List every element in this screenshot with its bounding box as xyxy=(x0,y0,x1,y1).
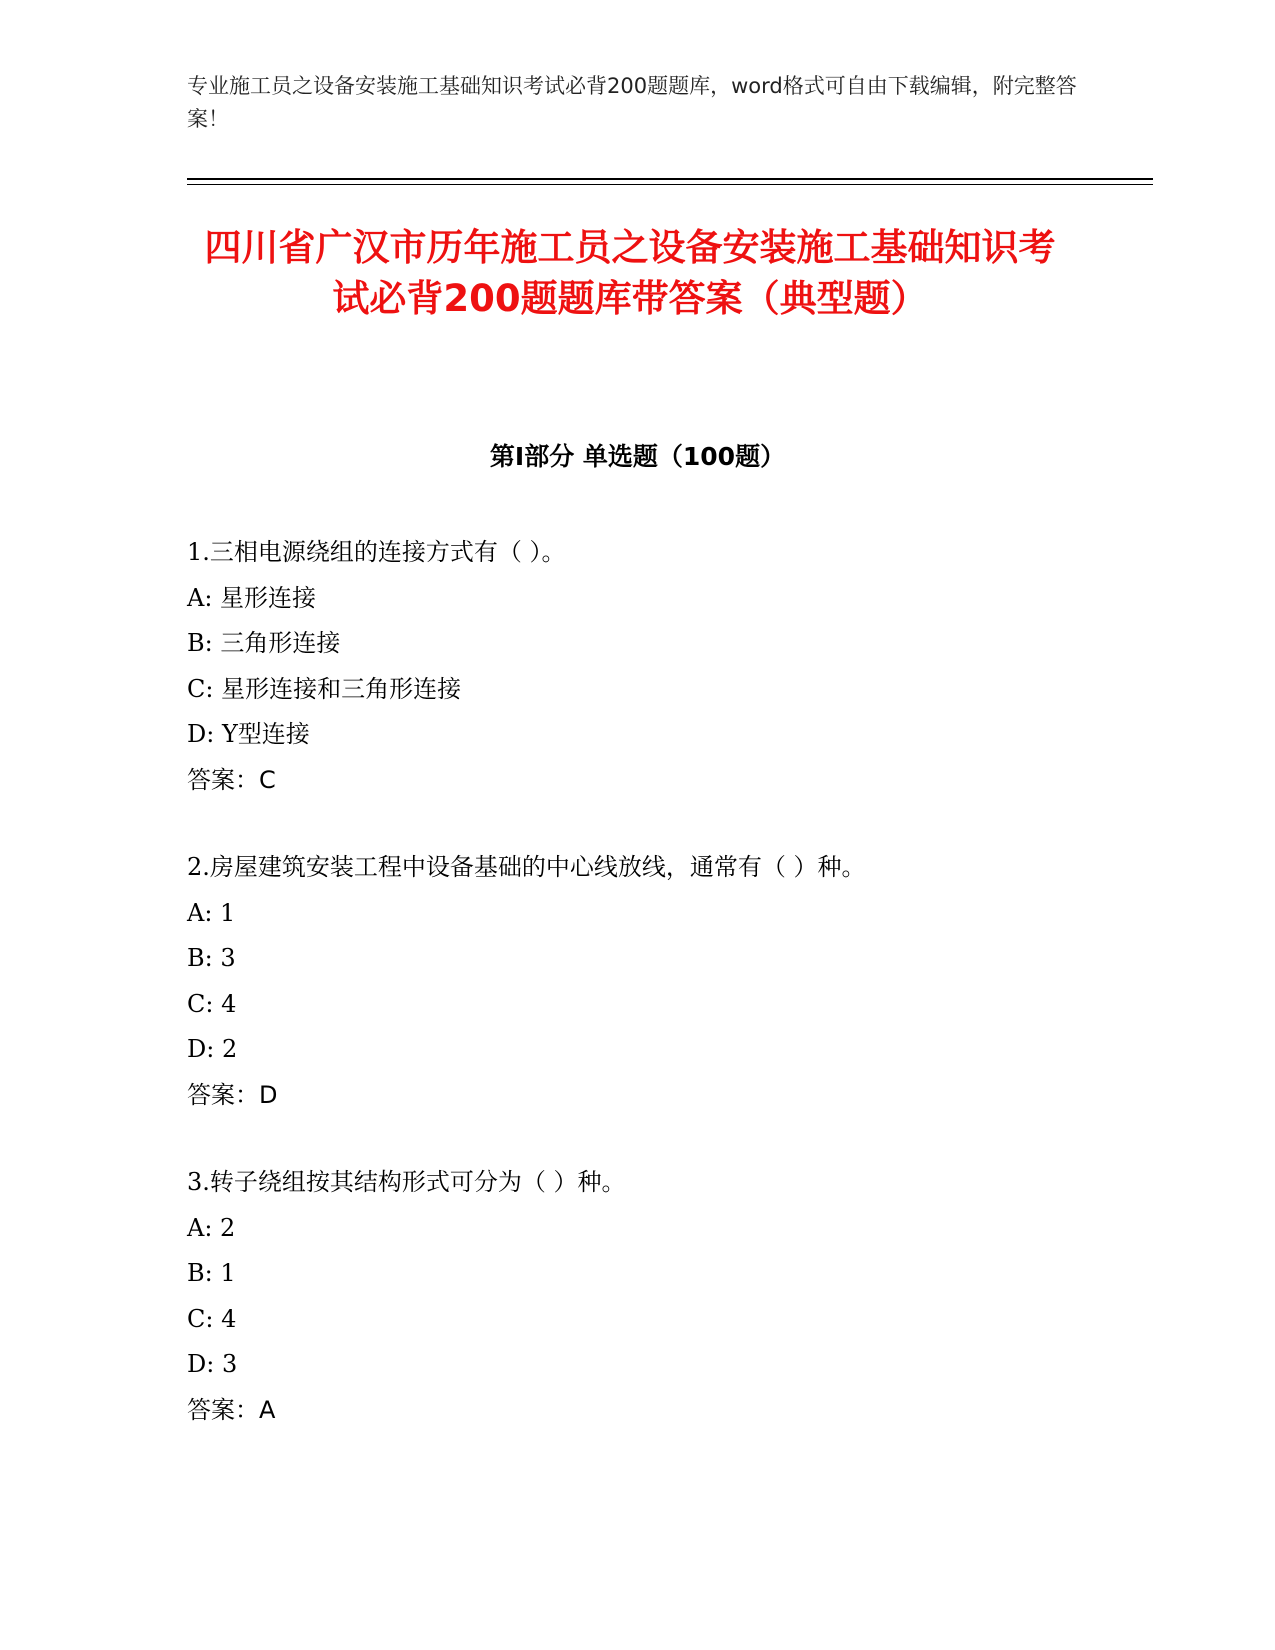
answer: 答案：D xyxy=(187,1080,278,1109)
document-title: 四川省广汉市历年施工员之设备安装施工基础知识考试必背200题题库带答案（典型题） xyxy=(204,226,1056,320)
header-note: 专业施工员之设备安装施工基础知识考试必背200题题库，word格式可自由下载编辑，附完整答案！ xyxy=(187,74,1077,131)
option-a: A: 星形连接 xyxy=(187,583,317,612)
option-d: D: Y型连接 xyxy=(187,720,310,748)
option-a: A: 2 xyxy=(187,1213,236,1242)
option-d: D: 2 xyxy=(187,1035,238,1063)
question-stem: 2.房屋建筑安装工程中设备基础的中心线放线，通常有（ ）种。 xyxy=(187,853,866,881)
section-heading: 第Ⅰ部分 单选题（100题） xyxy=(489,442,786,471)
question-1 xyxy=(187,530,1147,803)
option-a: A: 1 xyxy=(187,898,236,927)
option-b: B: 1 xyxy=(187,1259,236,1287)
question-3 xyxy=(187,1160,1147,1433)
question-stem: 1.三相电源绕组的连接方式有（ ）。 xyxy=(187,538,566,566)
answer: 答案：C xyxy=(187,765,276,794)
option-c: C: 4 xyxy=(187,1304,237,1333)
question-2 xyxy=(187,845,1147,1118)
option-d: D: 3 xyxy=(187,1350,238,1378)
header-rule-thick xyxy=(187,178,1153,180)
option-b: B: 3 xyxy=(187,944,236,972)
option-c: C: 星形连接和三角形连接 xyxy=(187,674,462,703)
question-list xyxy=(187,530,1147,1475)
answer: 答案：A xyxy=(187,1395,276,1424)
question-stem: 3.转子绕组按其结构形式可分为（ ）种。 xyxy=(187,1168,626,1196)
option-b: B: 三角形连接 xyxy=(187,629,341,657)
option-c: C: 4 xyxy=(187,989,237,1018)
header-rule-thin xyxy=(187,184,1153,185)
